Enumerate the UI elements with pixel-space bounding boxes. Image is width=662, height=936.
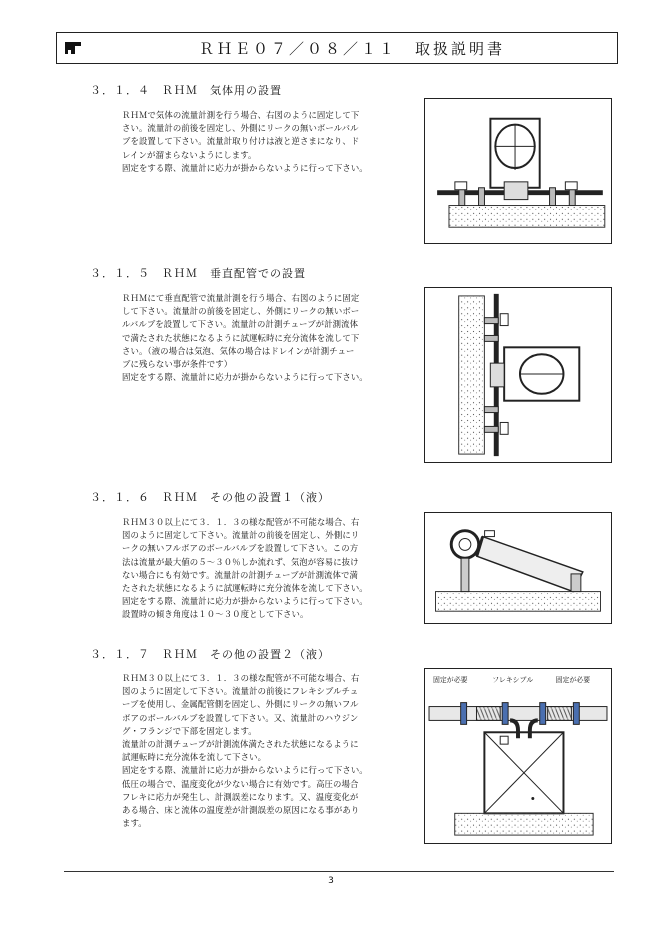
inclined-installation-diagram	[425, 513, 611, 623]
section-heading-3-1-7: ３．１．７ ＲＨＭ その他の設置２（液）	[90, 648, 330, 661]
figure-other-installation-1	[424, 512, 612, 624]
section-heading-3-1-4: ３．１．４ ＲＨＭ 気体用の設置	[90, 84, 282, 97]
section-heading-3-1-5: ３．１．５ ＲＨＭ 垂直配管での設置	[90, 267, 306, 280]
section-heading-3-1-6: ３．１．６ ＲＨＭ その他の設置１（液）	[90, 491, 330, 504]
section-body-3-1-4: ＲＨＭで気体の流量計測を行う場合、右図のように固定して下 さい。流量計の前後を固定し、外側にリークの無いボールバル ブを設置して下さい。流量計取り付けは液と逆さまになり、ド レインが溜まらないようにします。 固定をする際、流量計に応力が掛からないように行って下さい。	[122, 110, 368, 173]
vertical-installation-diagram	[425, 288, 611, 462]
section-body-3-1-6: ＲＨＭ３０以上にて３．１．３の様な配管が不可能な場合、右 図のように固定して下さい。流量計の前後を固定し、外側にリ ークの無いフルボアのボールバルブを設置して下さい。この方 法は流量が最大値の５～３０％しか流れず、気泡が容易に抜け ない場合にも有効です。流量計の計測チューブが計測流体で満 たされた状態になるように試運転時に充分流体を流して下さい。 固定をする際、流量計に応力が掛からないように行って下さい。 設置時の傾き角度は１０～３０度として下さい。	[122, 517, 368, 620]
footer-divider	[64, 871, 614, 872]
label-flexible: フレキシブル	[492, 675, 534, 684]
section-body-3-1-7: ＲＨＭ３０以上にて３．１．３の様な配管が不可能な場合、右 図のように固定して下さい。流量計の前後にフレキシブルチュ ーブを使用し、金属配管側を固定し、外側にリークの無いフル ボアのボールバルブを設置して下さい。又、流量計のハウジン グ・フランジで下部を固定します。 流量計の計測チューブが計測流体満たされた状態になるように 試運転時に充分流体を流して下さい。 固定をする際、流量計に応力が掛からないように行って下さい。 低圧の場合で、温度変化が少ない場合に有効です。高圧の場合 フレキに応力が発生し、計測誤差になります。又、温度変化が ある場合、床と流体の温度差が計測誤差の原因になる事があり ます。	[122, 673, 368, 829]
figure-other-installation-2	[424, 668, 612, 844]
section-body-3-1-5: ＲＨＭにて垂直配管で流量計測を行う場合、右図のように固定 して下さい。流量計の前後を固定し、外側にリークの無いボー ルバルブを設置して下さい。流量計の計測チューブが計測流体 で満たされた状態になるように試運転時に充分流体を流して下 さい。（液の場合は気泡、気体の場合はドレインが計測チュー ブに残らない事が条件です） 固定をする際、流量計に応力が掛からないように行って下さい。	[122, 293, 368, 383]
label-fixed-left: 固定が必要	[432, 675, 468, 684]
label-fixed-right: 固定が必要	[555, 675, 591, 684]
document-title: ＲＨＥ０７／０８／１１ 取扱説明書	[198, 40, 505, 58]
flexible-installation-diagram	[425, 669, 611, 843]
document-header	[56, 32, 618, 64]
gas-installation-diagram	[425, 99, 611, 243]
figure-vertical-installation	[424, 287, 612, 463]
figure-gas-installation	[424, 98, 612, 244]
page-number: 3	[328, 876, 334, 886]
